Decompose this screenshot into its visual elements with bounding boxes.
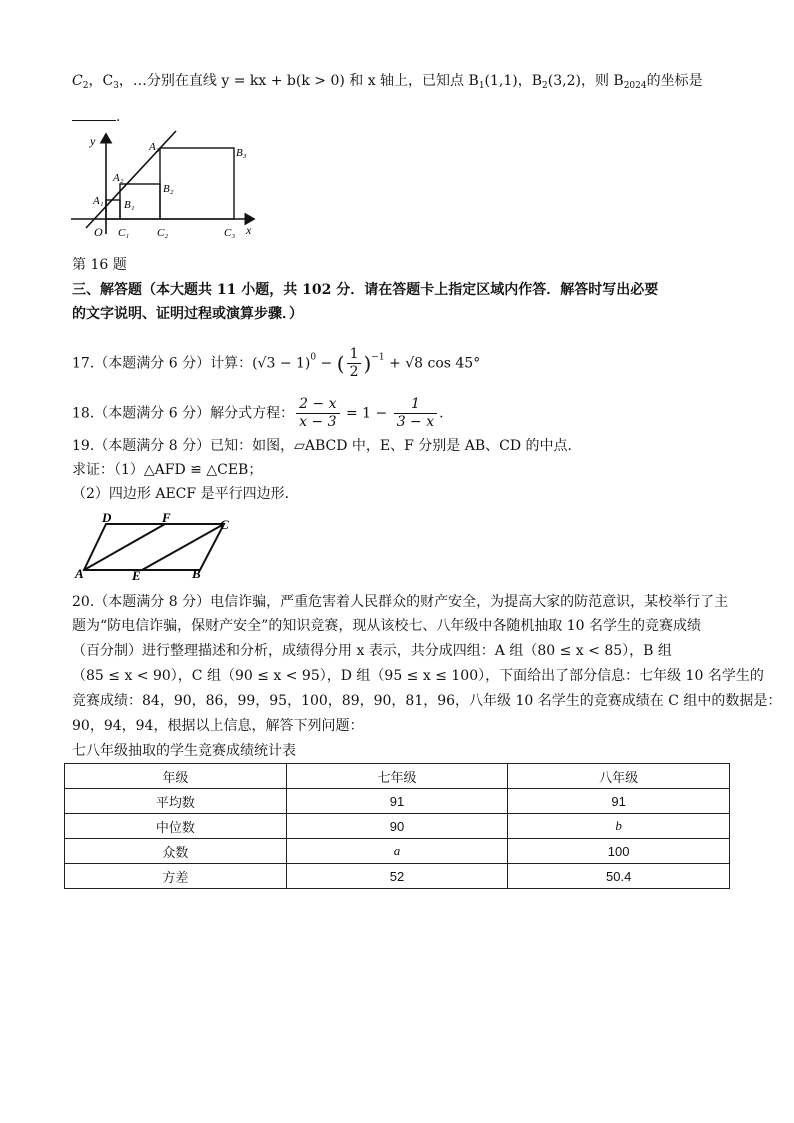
q17: 17.（本题满分 6 分）计算：$(√3 - 1)^0$ − ( $\frac{1}{2}$ )$^{-1}$ + √8 cos 45° [72, 346, 481, 380]
table-cell: 91 [508, 789, 730, 814]
q20-line-1: 20.（本题满分 8 分）电信诈骗，严重危害着人民群众的财产安全，为提高大家的防范意识，某校举行了主 [72, 594, 729, 610]
label-a3: A₃ [149, 141, 160, 153]
q20-line-5: 竞赛成绩：84，90，86，99，95，100，89，90，81，96，八年级 10 名学生的竞赛成绩在 C 组中的数据是： [72, 693, 782, 709]
table-cell: 91 [286, 789, 508, 814]
label-c2: C₂ [157, 227, 169, 239]
subscript: 1 [478, 81, 485, 91]
table-cell: 90 [286, 814, 508, 839]
q20-line-2: 题为“防电信诈骗，保财产安全”的知识竞赛，现从该校七、八年级中各随机抽取 10 名学生的竞赛成绩 [72, 618, 702, 634]
q16-text-end: 的坐标是 [646, 73, 703, 89]
subscript: 2 [542, 81, 548, 91]
q18-lhs-fraction [296, 396, 339, 431]
q17-expr-a: (√3 − 1) [252, 355, 311, 372]
label-e: E [132, 568, 141, 580]
table-row [65, 789, 730, 814]
table-title: 七八年级抽取的学生竞赛成绩统计表 [72, 743, 296, 759]
separator: ，C [88, 73, 114, 89]
q16-caption: 第 16 题 [72, 257, 127, 273]
label-b3: B₃ [236, 147, 247, 159]
denominator: x − 3 [299, 414, 337, 430]
q20-line-3: （百分制）进行整理描述和分析，成绩得分用 x 表示，共分成四组：A 组（80 ≤ x < 85），B 组 [72, 643, 672, 659]
q18-prefix: 18.（本题满分 6 分）解分式方程： [72, 405, 295, 422]
q16-answer-line [72, 106, 120, 127]
b2-coord: (3,2)，则 B [547, 73, 624, 89]
table-header-cell: 年级 [65, 764, 287, 789]
table-cell: 52 [286, 864, 508, 889]
q19-line-3: （2）四边形 AECF 是平行四边形． [72, 486, 299, 502]
section-3-heading-line-2: 的文字说明、证明过程或演算步骤．） [72, 306, 303, 322]
label-b: B [192, 566, 201, 580]
superscript: −1 [371, 352, 385, 363]
q19-figure [72, 508, 240, 580]
table-row [65, 814, 730, 839]
q16-line-1 [72, 71, 703, 96]
table-cell: 平均数 [65, 789, 287, 814]
label-f: F [162, 510, 171, 525]
label-a1: A₁ [93, 195, 104, 207]
q18 [72, 396, 444, 431]
label-y: y [90, 134, 96, 148]
period: . [116, 109, 121, 125]
q20-line-6: 90，94，94，根据以上信息，解答下列问题： [72, 718, 364, 734]
q16-figure [66, 128, 262, 240]
denominator: 3 − x [396, 414, 435, 430]
b1-coord: (1,1)，B [484, 73, 543, 89]
table-row [65, 864, 730, 889]
fraction-one-half [347, 346, 362, 381]
label-b1: B₁ [124, 199, 135, 211]
table-cell: 50.4 [508, 864, 730, 889]
q19-line-2: 求证：（1）△AFD ≌ △CEB； [72, 462, 263, 478]
label-c3: C₃ [224, 227, 236, 239]
numerator: 1 [394, 396, 437, 414]
table-cell: 中位数 [65, 814, 287, 839]
section-3-heading-line-1: 三、解答题（本大题共 11 小题，共 102 分．请在答题卡上指定区域内作答．解答时写出必要 [72, 282, 659, 298]
subscript: 3 [113, 81, 119, 91]
line-y-kx-b [86, 131, 176, 228]
table-header-cell: 七年级 [286, 764, 508, 789]
label-x: x [246, 223, 252, 237]
label-d: D [102, 510, 112, 525]
table-header-cell: 八年级 [508, 764, 730, 789]
stats-table [64, 763, 730, 889]
minus: − [316, 355, 337, 372]
table-cell: b [508, 814, 730, 839]
q17-prefix: 17.（本题满分 6 分）计算： [72, 355, 253, 372]
c-label: C [72, 73, 83, 89]
square-1 [106, 200, 120, 219]
table-row [65, 839, 730, 864]
numerator: 2 − x [296, 396, 339, 414]
table-cell: a [286, 839, 508, 864]
table-header-row [65, 764, 730, 789]
equals: = 1 − [341, 405, 392, 422]
answer-blank [72, 106, 116, 121]
label-b2: B₂ [163, 183, 174, 195]
q20-line-4: （85 ≤ x < 90），C 组（90 ≤ x < 95），D 组（95 ≤ x ≤ 100），下面给出了部分信息：七年级 10 名学生的 [72, 668, 764, 684]
table-cell: 众数 [65, 839, 287, 864]
subscript: 2 [82, 81, 89, 91]
q17-expr-b: + √8 cos 45° [384, 355, 481, 372]
label-c1: C₁ [118, 227, 130, 239]
superscript: 0 [310, 352, 317, 363]
denominator: 2 [349, 364, 359, 380]
subscript: 2024 [623, 81, 647, 91]
label-o: O [94, 225, 103, 239]
table-cell: 方差 [65, 864, 287, 889]
label-a: A [75, 566, 84, 580]
q16-text: ，…分别在直线 y = kx + b(k > 0) 和 x 轴上，已知点 B [118, 73, 479, 89]
numerator: 1 [347, 346, 362, 364]
q18-rhs-fraction [394, 396, 437, 431]
label-c: C [220, 517, 229, 532]
q19-line-1: 19.（本题满分 8 分）已知：如图，▱ABCD 中，E、F 分别是 AB、CD 的中点． [72, 438, 582, 454]
period: . [439, 405, 444, 422]
label-a2: A₂ [113, 172, 124, 184]
table-cell: 100 [508, 839, 730, 864]
